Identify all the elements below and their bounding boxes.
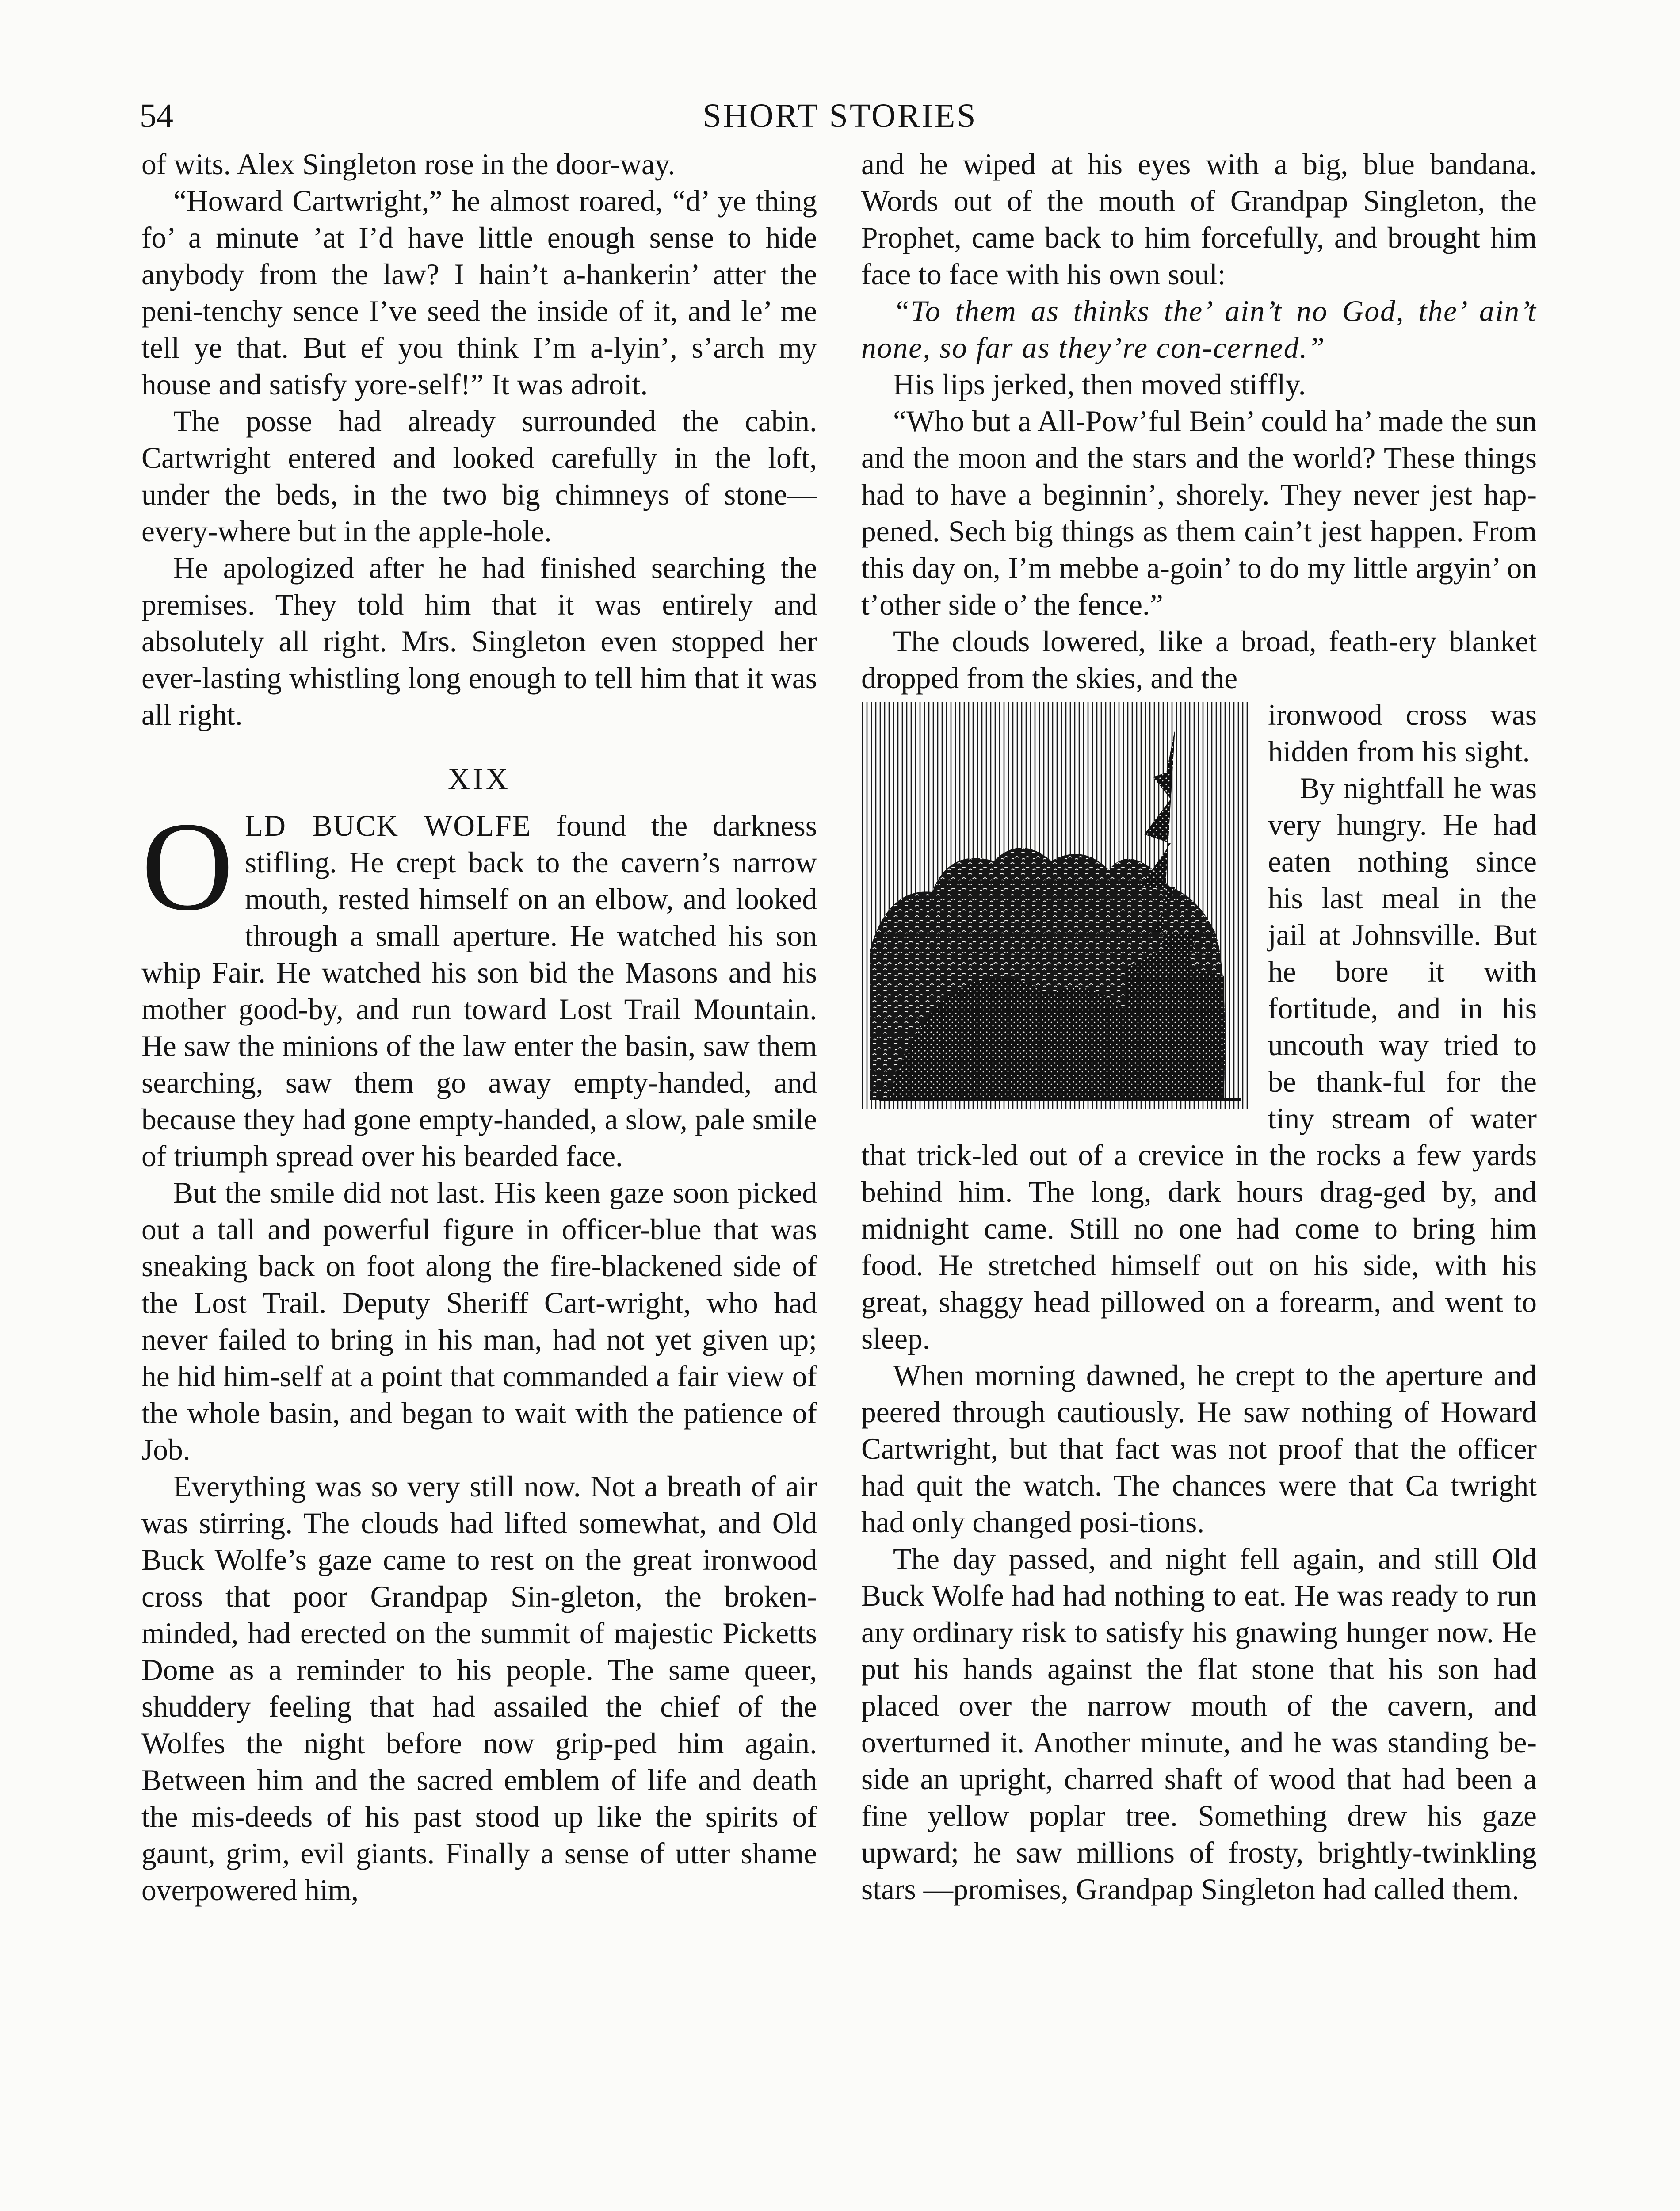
forest-illustration — [861, 702, 1250, 1109]
right-column — [861, 146, 1537, 2211]
paragraph: ironwood cross was hidden from his sight. — [1268, 698, 1537, 768]
paragraph: The posse had already surrounded the cabin. Cartwright entered and looked carefully in the loft, under the beds, in the two big chimneys of stone—every-where but in the apple-hole. — [141, 405, 817, 548]
paragraph: The day passed, and night fell again, and still Old Buck Wolfe had had nothing to eat. He was ready to run any ordinary risk to satisfy his gnawing hunger now. He put his hands against the flat stone that his son had placed over the narrow mouth of the cavern, and overturned it. Another minute, and he was standing be-side an upright, charred shaft of wood that had been a fine yellow poplar tree. Something drew his gaze upward; he saw millions of frosty, brightly-twinkling stars —promises, Grandpap Singleton had called them. — [861, 1542, 1537, 1906]
paragraph: When morning dawned, he crept to the aperture and peered through cautiously. He saw nothing of Howard Cartwright, but that fact was not proof that the officer had quit the watch. The chances were that Ca twright had only changed posi-tions. — [861, 1359, 1537, 1539]
left-column — [141, 146, 817, 1909]
small-caps-lead: LD BUCK WOLFE — [244, 809, 531, 842]
chapter-opening-paragraph — [141, 796, 817, 1174]
paragraph-text: found the darkness stifling. He crept back to the cavern’s narrow mouth, rested himself on an elbow, and looked through a small aperture. He watched his son whip Fair. He watched his son bid the Masons and his mother good-by, and run toward Lost Trail Mountain. He saw the minions of the law enter the basin, saw them searching, saw them go away empty-handed, and because they had gone empty-handed, a slow, pale smile of triumph spread over his bearded face. — [141, 809, 817, 1173]
paragraph: By nightfall he was very hungry. He had eaten nothing since his last meal in the jail at Johnsville. But he bore it with fortitude, and in his uncouth way tried to be thank-ful for the tiny stream of water that trick-led out of a crevice in the rocks a few yards behind him. The long, dark hours drag-ged by, and midnight came. Still no one had come to bring him food. He stretched himself out on his side, with his great, shaggy head pillowed on a forearm, and went to sleep. — [861, 772, 1537, 1355]
paragraph: The clouds lowered, like a broad, feath-ery blanket dropped from the skies, and the — [861, 625, 1537, 695]
quotation: “To them as thinks the’ ain’t no God, the’ ain’t none, so far as they’re con-cerned.” — [861, 295, 1537, 364]
paragraph: Everything was so very still now. Not a breath of air was stirring. The clouds had lifted somewhat, and Old Buck Wolfe’s gaze came to rest on the great ironwood cross that poor Grandpap Sin-gleton, the broken-minded, had erected on the summit of majestic Picketts Dome as a reminder to his people. The same queer, shuddery feeling that had assailed the chief of the Wolfes the night before now grip-ped him again. Between him and the sacred emblem of life and death the mis-deeds of his past stood up like the spirits of gaunt, grim, evil giants. Finally a sense of utter shame overpowered him, — [141, 1470, 817, 1907]
paragraph: But the smile did not last. His keen gaze soon picked out a tall and powerful figure in officer-blue that was sneaking back on foot along the fire-blackened side of the Lost Trail. Deputy Sheriff Cart-wright, who had never failed to bring in his man, had not yet given up; he hid him-self at a point that commanded a fair view of the whole basin, and began to wait with the patience of Job. — [141, 1176, 817, 1466]
paragraph: His lips jerked, then moved stiffly. — [893, 368, 1306, 401]
chapter-heading: XIX — [447, 762, 511, 796]
running-title: SHORT STORIES — [703, 97, 977, 134]
paragraph: “Who but a All-Pow’ful Bein’ could ha’ made the sun and the moon and the stars and the world? These things had to have a beginnin’, shorely. They never jest hap-pened. Sech big things as them cain’t jest happen. From this day on, I’m mebbe a-goin’ to do my little argyin’ on t’other side o’ the fence.” — [861, 405, 1537, 621]
paragraph: and he wiped at his eyes with a big, blue bandana. Words out of the mouth of Grandpap Singleton, the Prophet, came back to him forcefully, and brought him face to face with his own soul: — [861, 148, 1537, 291]
page-number: 54 — [140, 97, 173, 134]
paragraph: of wits. Alex Singleton rose in the door-way. — [141, 148, 676, 181]
drop-cap: O — [141, 796, 233, 937]
paragraph: He apologized after he had finished searching the premises. They told him that it was entirely and absolutely all right. Mrs. Singleton even stopped her ever-lasting whistling long enough to tell him that it was all right. — [141, 551, 817, 731]
paragraph: “Howard Cartwright,” he almost roared, “d’ ye thing fo’ a minute ’at I’d have little enough sense to hide anybody from the law? I hain’t a-hankerin’ atter the peni-tenchy sence I’ve seed the inside of it, and le’ me tell ye that. But ef you think I’m a-lyin’, s’arch my house and satisfy yore-self!” It was adroit. — [141, 184, 817, 401]
